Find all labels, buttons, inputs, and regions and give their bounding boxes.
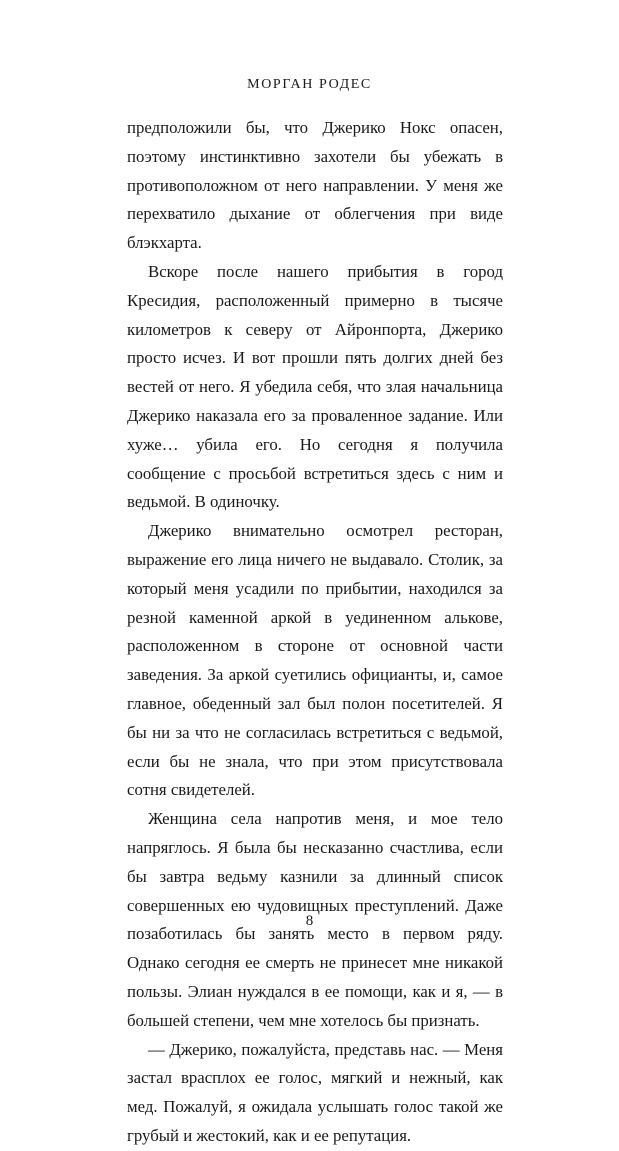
paragraph: Женщина села напротив меня, и мое тело напряглось. Я была бы несказанно счастлива, если бы завтра ведьму казнили за длинный список совершенных ею чудовищных преступлений. Даже позаботилась бы занять место в первом ряду. Однако сегодня ее смерть не принесет мне никакой пользы. Элиан нуждался в ее помощи, как и я, — в большей степени, чем мне хотелось бы признать. bbox=[127, 809, 503, 1030]
running-header-author: МОРГАН РОДЕС bbox=[247, 77, 372, 92]
paragraph: — Джерико, пожалуйста, представь нас. — Меня застал врасплох ее голос, мягкий и нежный, как мед. Пожалуй, я ожидала услышать голос такой же грубый и жестокий, как и ее репутация. bbox=[127, 1039, 503, 1145]
paragraph-continued: предположили бы, что Джерико Нокс опасен, поэтому инстинктивно захотели бы убежать в противоположном от него направлении. У меня же перехватило дыхание от облегчения при виде блэкхарта. bbox=[127, 118, 503, 253]
body-text bbox=[127, 114, 503, 1151]
paragraph: Вскоре после нашего прибытия в город Кресидия, расположенный примерно в тысяче километров к северу от Айронпорта, Джерико просто исчез. И вот прошли пять долгих дней без вестей от него. Я убедила себя, что злая начальница Джерико наказала его за проваленное задание. Или хуже… убила его. Но сегодня я получила сообщение с просьбой встретиться здесь с ним и ведьмой. В одиночку. bbox=[127, 261, 503, 512]
page-number: 8 bbox=[305, 913, 314, 929]
paragraph: Джерико внимательно осмотрел ресторан, выражение его лица ничего не выдавало. Столик, за который меня усадили по прибытии, находился за резной каменной аркой в уединенном алькове, расположенном в стороне от основной части заведения. За аркой суетились официанты, и, самое главное, обеденный зал был полон посетителей. Я бы ни за что не согласилась встретиться с ведьмой, если бы не знала, что при этом присутствовала сотня свидетелей. bbox=[127, 521, 503, 800]
